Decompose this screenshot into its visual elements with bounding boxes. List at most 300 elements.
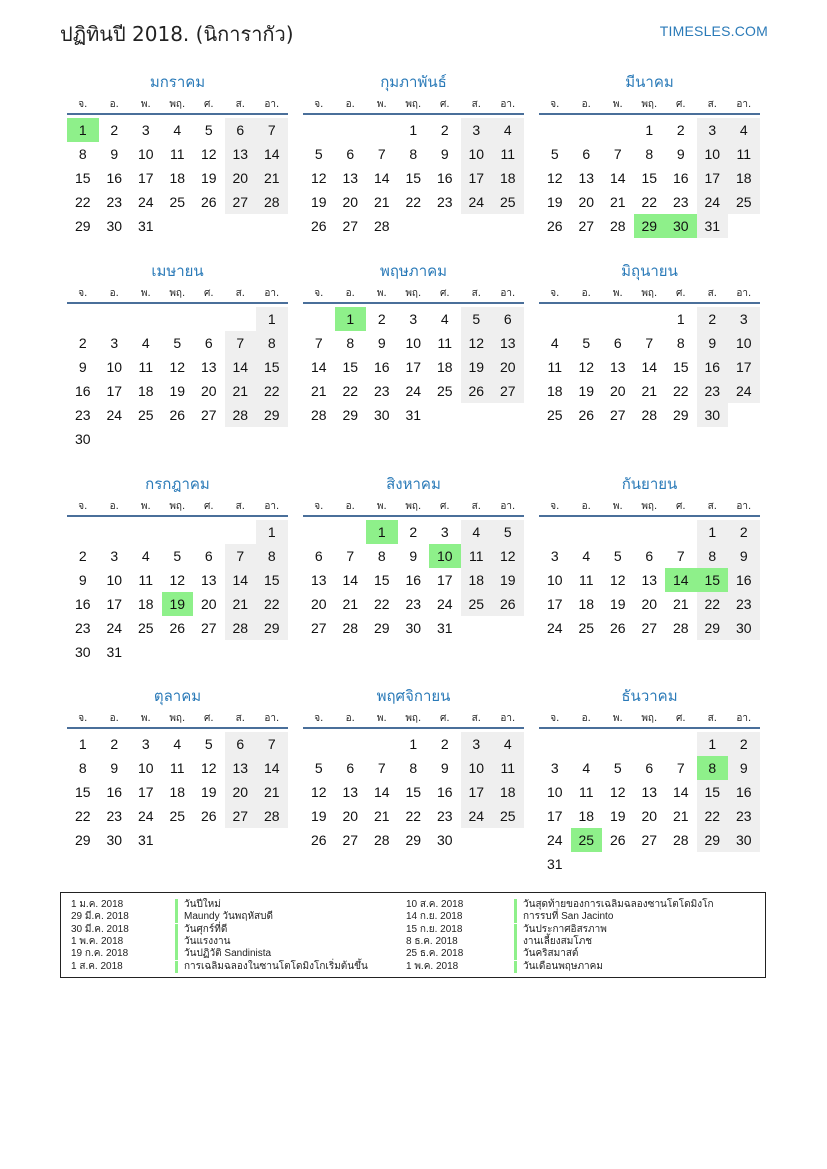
- day-cell: 31: [405, 407, 422, 423]
- month-name: ตุลาคม: [153, 687, 202, 705]
- day-cell: 30: [728, 828, 760, 852]
- day-cell: 16: [106, 170, 123, 186]
- day-cell: 25: [461, 592, 493, 616]
- day-cell: 1: [78, 736, 87, 752]
- day-cell: 16: [373, 359, 390, 375]
- weekday-label: อา.: [264, 288, 280, 299]
- day-cell: 17: [546, 808, 563, 824]
- month-name: มกราคม: [149, 73, 206, 91]
- day-cell: 7: [256, 732, 288, 756]
- day-cell: 8: [645, 146, 654, 162]
- day-cell: 17: [436, 572, 453, 588]
- brand-link[interactable]: TIMESLES.COM: [659, 23, 768, 39]
- day-cell: 17: [461, 166, 493, 190]
- day-cell: 15: [405, 170, 422, 186]
- day-cell: 19: [200, 170, 217, 186]
- day-cell: 4: [550, 335, 559, 351]
- day-cell: 9: [78, 572, 87, 588]
- day-cell: 30: [74, 431, 91, 447]
- weekday-label: ส.: [235, 713, 245, 724]
- day-cell: 23: [74, 407, 91, 423]
- day-cell: 21: [256, 780, 288, 804]
- day-cell: 6: [492, 307, 524, 331]
- weekday-label: จ.: [550, 501, 560, 512]
- month-name: กันยายน: [621, 475, 678, 493]
- day-cell: 18: [578, 596, 595, 612]
- day-cell: 6: [314, 548, 323, 564]
- day-cell: 10: [546, 572, 563, 588]
- weekday-label: ศ.: [439, 713, 450, 724]
- day-cell: 26: [169, 620, 186, 636]
- day-cell: 13: [225, 756, 257, 780]
- day-cell: 29: [697, 828, 729, 852]
- day-cell: 13: [492, 331, 524, 355]
- day-cell: 20: [200, 383, 217, 399]
- day-cell: 4: [173, 736, 182, 752]
- day-cell: 25: [492, 804, 524, 828]
- day-cell: 28: [256, 804, 288, 828]
- day-cell: 27: [342, 832, 359, 848]
- legend-date: 1 ม.ค. 2018: [71, 899, 124, 910]
- day-cell: 18: [728, 166, 760, 190]
- day-cell: 3: [461, 118, 493, 142]
- day-cell: 10: [137, 760, 154, 776]
- day-cell: 5: [550, 146, 559, 162]
- weekday-label: อ.: [581, 501, 591, 512]
- day-cell: 6: [204, 548, 213, 564]
- weekday-label: ส.: [707, 99, 717, 110]
- day-cell: 30: [697, 403, 729, 427]
- day-cell: 20: [342, 194, 359, 210]
- day-cell: 4: [582, 760, 591, 776]
- day-cell: 25: [578, 620, 595, 636]
- day-cell: 12: [200, 760, 217, 776]
- day-cell: 12: [546, 170, 563, 186]
- day-cell: 26: [609, 620, 626, 636]
- day-cell: 24: [137, 194, 154, 210]
- weekday-label: อ.: [345, 501, 355, 512]
- day-cell: 29: [405, 832, 422, 848]
- day-cell: 31: [106, 644, 123, 660]
- weekday-label: อ.: [345, 99, 355, 110]
- weekday-label: อา.: [500, 288, 516, 299]
- day-cell: 15: [641, 170, 658, 186]
- weekday-header: [303, 711, 524, 729]
- day-cell: 16: [106, 784, 123, 800]
- weekday-label: ศ.: [203, 713, 214, 724]
- weekday-header: [303, 286, 524, 304]
- day-cell: 1: [697, 520, 729, 544]
- day-cell: 29: [74, 218, 91, 234]
- day-cell: 20: [225, 780, 257, 804]
- day-cell: 9: [728, 544, 760, 568]
- day-cell: 7: [676, 548, 685, 564]
- weekday-label: อา.: [736, 501, 752, 512]
- day-cell: 13: [310, 572, 327, 588]
- weekday-label: อา.: [736, 99, 752, 110]
- month-name: สิงหาคม: [386, 475, 441, 493]
- day-cell: 12: [169, 359, 186, 375]
- day-cell: 14: [672, 784, 689, 800]
- day-cell: 12: [578, 359, 595, 375]
- day-cell: 9: [697, 331, 729, 355]
- day-cell: 12: [492, 544, 524, 568]
- day-cell: 25: [436, 383, 453, 399]
- weekday-label: พ.: [376, 99, 387, 110]
- day-cell: 4: [141, 335, 150, 351]
- weekday-header: [67, 711, 288, 729]
- weekday-label: ส.: [235, 501, 245, 512]
- day-cell: 30: [373, 407, 390, 423]
- weekday-label: พฤ.: [405, 713, 422, 724]
- day-cell: 30: [436, 832, 453, 848]
- day-cell: 1: [256, 307, 288, 331]
- day-cell: 27: [342, 218, 359, 234]
- legend-date: 29 มี.ค. 2018: [71, 911, 129, 923]
- weekday-header: [539, 286, 760, 304]
- day-cell: 31: [436, 620, 453, 636]
- day-cell: 21: [256, 166, 288, 190]
- legend-holiday-name: วันปฏิวัติ Sandinista: [175, 948, 271, 960]
- day-cell: 3: [409, 311, 418, 327]
- day-cell: 11: [138, 572, 154, 588]
- weekday-label: อ.: [109, 288, 119, 299]
- day-cell: 21: [672, 596, 689, 612]
- day-cell: 15: [405, 784, 422, 800]
- day-cell: 1: [697, 732, 729, 756]
- month-name: พฤศจิกายน: [376, 687, 451, 705]
- holiday-day-cell: 19: [162, 592, 194, 616]
- weekday-label: ศ.: [675, 99, 686, 110]
- day-cell: 19: [609, 596, 626, 612]
- day-cell: 9: [728, 756, 760, 780]
- day-cell: 2: [78, 335, 87, 351]
- day-cell: 23: [672, 194, 689, 210]
- weekday-label: พ.: [140, 288, 151, 299]
- weekday-label: พฤ.: [641, 713, 658, 724]
- day-cell: 17: [106, 596, 123, 612]
- day-cell: 15: [342, 359, 359, 375]
- day-cell: 27: [200, 620, 217, 636]
- day-cell: 24: [546, 832, 563, 848]
- legend-holiday-name: Maundy วันพฤหัสบดี: [175, 911, 273, 923]
- day-cell: 6: [225, 118, 257, 142]
- weekday-label: อา.: [500, 713, 516, 724]
- day-cell: 13: [641, 572, 658, 588]
- day-cell: 26: [578, 407, 595, 423]
- day-cell: 26: [310, 218, 327, 234]
- day-cell: 22: [74, 808, 91, 824]
- day-cell: 12: [200, 146, 217, 162]
- day-cell: 4: [461, 520, 493, 544]
- day-cell: 21: [373, 808, 390, 824]
- day-cell: 8: [78, 146, 87, 162]
- holiday-day-cell: 14: [665, 568, 697, 592]
- legend-holiday-name: วันประกาศอิสรภาพ: [514, 924, 607, 936]
- weekday-label: ศ.: [439, 501, 450, 512]
- day-cell: 14: [342, 572, 359, 588]
- holiday-day-cell: 1: [335, 307, 367, 331]
- day-cell: 2: [409, 524, 418, 540]
- day-cell: 4: [582, 548, 591, 564]
- day-cell: 21: [310, 383, 327, 399]
- day-cell: 8: [377, 548, 386, 564]
- weekday-label: อ.: [109, 713, 119, 724]
- day-cell: 4: [492, 732, 524, 756]
- day-cell: 13: [225, 142, 257, 166]
- day-cell: 2: [728, 732, 760, 756]
- day-cell: 10: [461, 142, 493, 166]
- day-cell: 15: [74, 784, 91, 800]
- holiday-day-cell: 30: [665, 214, 697, 238]
- day-cell: 3: [697, 118, 729, 142]
- day-cell: 24: [106, 407, 123, 423]
- holiday-day-cell: 1: [366, 520, 398, 544]
- legend-holiday-name: วันปีใหม่: [175, 899, 221, 911]
- day-cell: 28: [373, 218, 390, 234]
- legend-holiday-name: การเฉลิมฉลองในซานโตโดมิงโกเริ่มต้นขึ้น: [175, 961, 368, 973]
- day-cell: 14: [641, 359, 658, 375]
- day-cell: 25: [169, 808, 186, 824]
- day-cell: 15: [256, 355, 288, 379]
- day-cell: 7: [676, 760, 685, 776]
- day-cell: 5: [613, 548, 622, 564]
- day-cell: 7: [346, 548, 355, 564]
- day-cell: 20: [310, 596, 327, 612]
- weekday-label: อา.: [264, 713, 280, 724]
- weekday-label: จ.: [78, 713, 88, 724]
- day-cell: 17: [697, 166, 729, 190]
- day-cell: 21: [609, 194, 626, 210]
- day-cell: 29: [74, 832, 91, 848]
- day-cell: 23: [373, 383, 390, 399]
- day-cell: 18: [492, 166, 524, 190]
- holiday-day-cell: 15: [697, 568, 729, 592]
- weekday-label: จ.: [314, 501, 324, 512]
- day-cell: 22: [697, 592, 729, 616]
- day-cell: 26: [609, 832, 626, 848]
- day-cell: 11: [169, 760, 185, 776]
- weekday-label: จ.: [314, 288, 324, 299]
- day-cell: 19: [310, 194, 327, 210]
- day-cell: 11: [461, 544, 493, 568]
- day-cell: 16: [74, 596, 91, 612]
- day-cell: 16: [728, 568, 760, 592]
- day-cell: 11: [492, 756, 524, 780]
- day-cell: 21: [672, 808, 689, 824]
- day-cell: 22: [697, 804, 729, 828]
- day-cell: 23: [436, 194, 453, 210]
- day-cell: 8: [409, 760, 418, 776]
- weekday-label: พฤ.: [641, 99, 658, 110]
- day-cell: 20: [200, 596, 217, 612]
- day-cell: 21: [225, 379, 257, 403]
- day-cell: 23: [106, 808, 123, 824]
- weekday-header: [539, 499, 760, 517]
- day-cell: 21: [641, 383, 658, 399]
- weekday-label: ศ.: [675, 288, 686, 299]
- weekday-label: พฤ.: [169, 713, 186, 724]
- day-cell: 11: [437, 335, 453, 351]
- day-cell: 8: [346, 335, 355, 351]
- day-cell: 9: [440, 760, 449, 776]
- day-cell: 19: [492, 568, 524, 592]
- day-cell: 3: [550, 548, 559, 564]
- day-cell: 16: [697, 355, 729, 379]
- day-cell: 5: [314, 146, 323, 162]
- day-cell: 8: [409, 146, 418, 162]
- day-cell: 6: [225, 732, 257, 756]
- day-cell: 7: [377, 146, 386, 162]
- day-cell: 7: [613, 146, 622, 162]
- day-cell: 26: [546, 218, 563, 234]
- day-cell: 28: [256, 190, 288, 214]
- day-cell: 7: [377, 760, 386, 776]
- weekday-label: จ.: [78, 99, 88, 110]
- weekday-label: พ.: [376, 288, 387, 299]
- weekday-label: พฤ.: [169, 99, 186, 110]
- day-cell: 18: [436, 359, 453, 375]
- day-cell: 3: [440, 524, 449, 540]
- day-cell: 31: [546, 856, 563, 872]
- day-cell: 22: [405, 194, 422, 210]
- day-cell: 5: [173, 335, 182, 351]
- weekday-label: พ.: [612, 501, 623, 512]
- day-cell: 15: [256, 568, 288, 592]
- day-cell: 23: [697, 379, 729, 403]
- day-cell: 29: [256, 616, 288, 640]
- day-cell: 19: [200, 784, 217, 800]
- day-cell: 26: [461, 379, 493, 403]
- weekday-label: ส.: [707, 713, 717, 724]
- day-cell: 27: [641, 620, 658, 636]
- month-name: มีนาคม: [625, 73, 674, 91]
- weekday-label: ส.: [471, 501, 481, 512]
- day-cell: 3: [461, 732, 493, 756]
- day-cell: 15: [672, 359, 689, 375]
- weekday-label: อ.: [581, 713, 591, 724]
- day-cell: 5: [461, 307, 493, 331]
- weekday-header: [303, 499, 524, 517]
- day-cell: 19: [546, 194, 563, 210]
- day-cell: 28: [609, 218, 626, 234]
- day-cell: 21: [373, 194, 390, 210]
- day-cell: 11: [169, 146, 185, 162]
- page-title: ปฏิทินปี 2018. (นิการากัว): [60, 22, 294, 46]
- day-cell: 2: [110, 736, 119, 752]
- day-cell: 13: [342, 784, 359, 800]
- day-cell: 9: [110, 760, 119, 776]
- day-cell: 11: [138, 359, 154, 375]
- day-cell: 5: [492, 520, 524, 544]
- day-cell: 2: [110, 122, 119, 138]
- legend-holiday-name: วันคริสมาสต์: [514, 948, 578, 960]
- day-cell: 19: [169, 383, 186, 399]
- day-cell: 16: [405, 572, 422, 588]
- day-cell: 31: [697, 214, 729, 238]
- weekday-label: ศ.: [675, 501, 686, 512]
- day-cell: 16: [436, 784, 453, 800]
- day-cell: 6: [582, 146, 591, 162]
- day-cell: 4: [728, 118, 760, 142]
- day-cell: 5: [582, 335, 591, 351]
- day-cell: 23: [728, 804, 760, 828]
- holiday-day-cell: 25: [571, 828, 603, 852]
- day-cell: 13: [609, 359, 626, 375]
- legend-date: 8 ธ.ค. 2018: [406, 935, 458, 947]
- day-cell: 11: [547, 359, 563, 375]
- day-cell: 3: [141, 122, 150, 138]
- day-cell: 21: [225, 592, 257, 616]
- day-cell: 24: [405, 383, 422, 399]
- day-cell: 2: [728, 520, 760, 544]
- weekday-label: พ.: [612, 288, 623, 299]
- day-cell: 28: [310, 407, 327, 423]
- day-cell: 26: [310, 832, 327, 848]
- weekday-label: ส.: [471, 288, 481, 299]
- holiday-legend: [60, 892, 766, 978]
- day-cell: 19: [310, 808, 327, 824]
- day-cell: 12: [169, 572, 186, 588]
- day-cell: 10: [546, 784, 563, 800]
- weekday-label: ศ.: [203, 288, 214, 299]
- day-cell: 27: [641, 832, 658, 848]
- month-name: กุมภาพันธ์: [380, 73, 447, 91]
- day-cell: 14: [373, 170, 390, 186]
- day-cell: 3: [141, 736, 150, 752]
- weekday-label: อ.: [345, 713, 355, 724]
- weekday-label: พฤ.: [405, 501, 422, 512]
- day-cell: 22: [74, 194, 91, 210]
- month-name: ธันวาคม: [621, 687, 678, 705]
- day-cell: 8: [697, 544, 729, 568]
- day-cell: 27: [492, 379, 524, 403]
- day-cell: 14: [225, 355, 257, 379]
- weekday-label: พ.: [140, 99, 151, 110]
- weekday-label: ส.: [471, 99, 481, 110]
- holiday-day-cell: 29: [634, 214, 666, 238]
- day-cell: 20: [641, 808, 658, 824]
- day-cell: 25: [169, 194, 186, 210]
- weekday-label: พฤ.: [169, 501, 186, 512]
- weekday-label: จ.: [78, 288, 88, 299]
- day-cell: 10: [405, 335, 422, 351]
- legend-date: 14 ก.ย. 2018: [406, 911, 463, 923]
- day-cell: 18: [578, 808, 595, 824]
- day-cell: 16: [74, 383, 91, 399]
- day-cell: 7: [645, 335, 654, 351]
- day-cell: 18: [492, 780, 524, 804]
- day-cell: 3: [550, 760, 559, 776]
- day-cell: 3: [110, 548, 119, 564]
- day-cell: 20: [641, 596, 658, 612]
- weekday-label: พฤ.: [405, 288, 422, 299]
- day-cell: 13: [342, 170, 359, 186]
- day-cell: 28: [672, 832, 689, 848]
- weekday-header: [539, 97, 760, 115]
- weekday-label: อ.: [109, 99, 119, 110]
- legend-holiday-name: การรบที่ San Jacinto: [514, 911, 613, 923]
- day-cell: 28: [641, 407, 658, 423]
- day-cell: 6: [346, 760, 355, 776]
- weekday-label: พฤ.: [641, 288, 658, 299]
- weekday-label: พ.: [140, 713, 151, 724]
- weekday-label: จ.: [78, 501, 88, 512]
- weekday-label: อา.: [500, 501, 516, 512]
- day-cell: 15: [74, 170, 91, 186]
- day-cell: 4: [141, 548, 150, 564]
- weekday-label: อ.: [581, 288, 591, 299]
